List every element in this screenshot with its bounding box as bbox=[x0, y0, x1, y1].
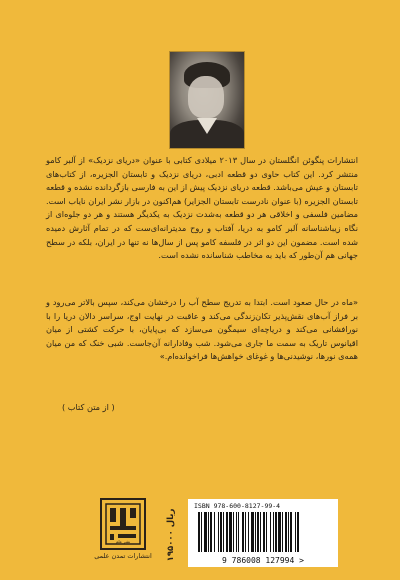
publisher-logo bbox=[100, 498, 146, 550]
isbn-text: ISBN 978-600-8127-99-4 bbox=[194, 502, 281, 510]
author-portrait bbox=[170, 52, 244, 148]
price-label: ۱۹۵۰۰۰ ریال bbox=[166, 508, 176, 562]
quote-source: ( از متن کتاب ) bbox=[62, 402, 115, 412]
quote-paragraph: «ماه در حال صعود است. ابتدا به تدریج سطح آب را درخشان می‌کند، سپس بالاتر می‌رود و بر فراز آب‌های نقش‌پذیر تکان‌زندگی می‌کند و عاقبت در نهایت اوج، سراسر دالان دریا را با نورافشانی می‌کند و دریاچه‌ای سیمگون می‌سازد که بی‌پایان، با حرکت کشتی از میان اقیانوس تاریک به سمت ما جاری می‌شود. شب وفادارانه آن‌جاست. شبی خنک که من میان همه‌ی نورها، نوشیدنی‌ها و غوغای خواهش‌ها فراخوانده‌ام.» bbox=[46, 297, 358, 362]
barcode bbox=[188, 499, 338, 567]
logo-text: نشر علم bbox=[115, 539, 131, 544]
ean-digits: 9 786008 127994 > bbox=[222, 556, 304, 565]
publisher-name: انتشارات تمدن علمی bbox=[94, 552, 152, 560]
barcode-bars bbox=[196, 512, 330, 552]
description-paragraph: انتشارات پنگوئن انگلستان در سال ۲۰۱۳ میلادی کتابی با عنوان «دریای نزدیک» از آلبر کامو منتشر کرد. این کتاب حاوی دو قطعه ادبی، دریای نزدیک و تابستان الجزیره، از کتاب‌های تابستان و عیش می‌باشد. قطعه دریای نزدیک پیش از این به فارسی بازگردانده نشده و قطعه تابستان الجزیره (با عنوان نادرست تابستان الجزایر) هم‌اکنون در بازار نشر ایران نایاب است. مضامین فلسفی و اخلاقی هر دو قطعه به‌شدت نزدیک به یکدیگر هستند و هر دو جلوه‌ای از نگاه زیباشناسانه آلبر کامو به دریا، آفتاب و روح مدیترانه‌ای‌ست که در تمام آثارش دمیده شده است. مضمون این دو اثر در فلسفه کامو پس از سال‌ها نه تنها در ایران، بلکه در سطح جهانی هم آن‌طور که باید به مخاطب شناسانده نشده است. bbox=[46, 155, 358, 261]
